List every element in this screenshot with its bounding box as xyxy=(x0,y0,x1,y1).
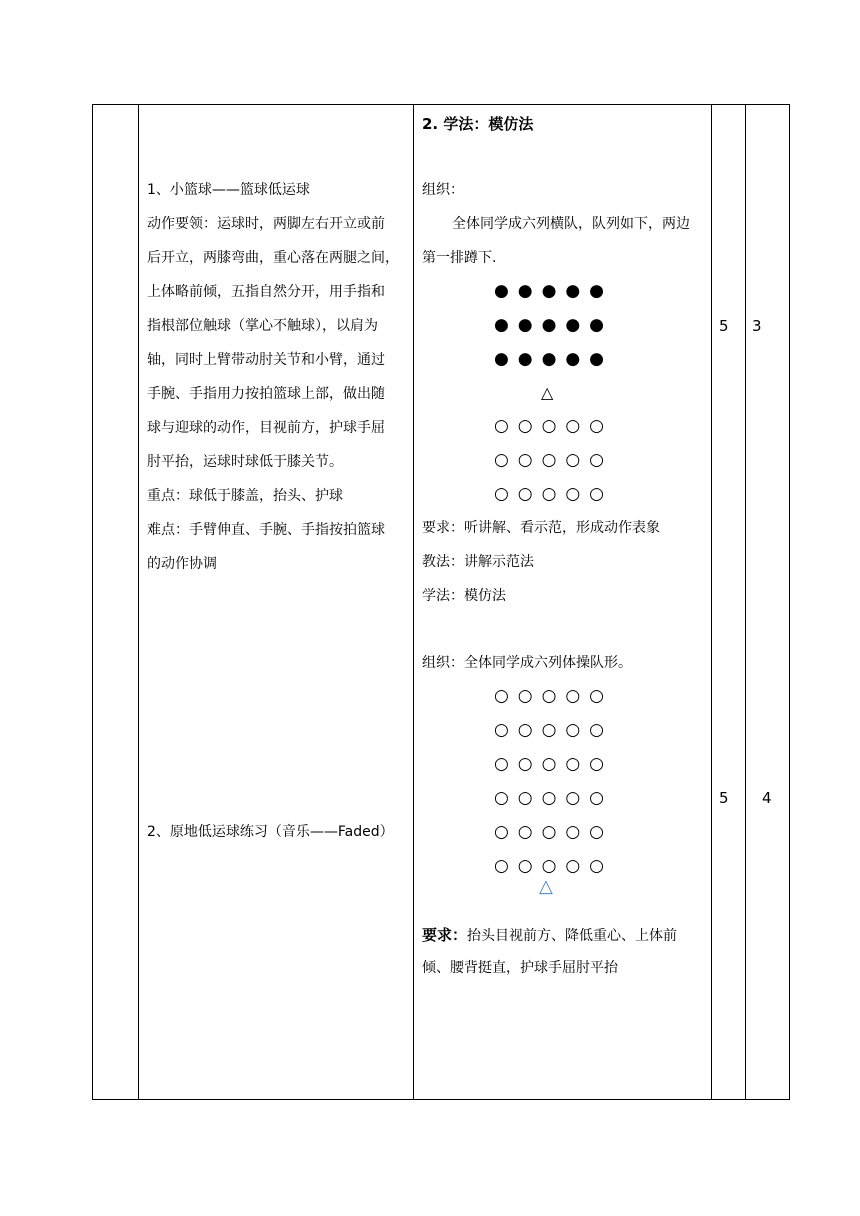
col-a-row-2: 5 xyxy=(719,789,729,807)
student-circle: ○ xyxy=(589,416,604,436)
student-circle: ○ xyxy=(541,822,557,842)
table-divider-3 xyxy=(711,104,712,1100)
table-divider-2 xyxy=(413,104,414,1100)
item1-title: 1、小篮球——篮球低运球 xyxy=(147,182,310,198)
student-circle: ○ xyxy=(565,484,581,504)
student-circle: ○ xyxy=(494,720,509,740)
student-circle: ○ xyxy=(589,822,604,842)
student-circle: ○ xyxy=(541,686,557,706)
student-circle: ○ xyxy=(541,484,557,504)
student-dot: ● xyxy=(517,281,533,301)
student-dot: ● xyxy=(589,315,604,335)
student-dot: ● xyxy=(494,315,509,335)
formation-row-filled-3 xyxy=(494,350,604,368)
organization-2: 组织：全体同学成六列体操队形。 xyxy=(422,655,632,671)
table-divider-1 xyxy=(138,104,139,1100)
student-circle: ○ xyxy=(494,822,509,842)
org-desc-line-2: 第一排蹲下. xyxy=(422,250,497,266)
student-circle: ○ xyxy=(517,450,533,470)
student-circle: ○ xyxy=(565,450,581,470)
student-dot: ● xyxy=(565,315,581,335)
student-circle: ○ xyxy=(589,686,604,706)
student-circle: ○ xyxy=(494,484,509,504)
student-dot: ● xyxy=(565,349,581,369)
teacher-triangle-icon: △ xyxy=(541,383,554,402)
student-dot: ● xyxy=(494,281,509,301)
table-divider-4 xyxy=(745,104,746,1100)
org-desc-line-1: 全体同学成六列横队，队列如下，两边 xyxy=(452,216,690,232)
formation2-row-1 xyxy=(494,687,604,705)
formation2-row-2 xyxy=(494,721,604,739)
formation-row-hollow-2 xyxy=(494,451,604,469)
requirement-2-label: 要求： xyxy=(422,926,468,944)
formation-row-hollow-3 xyxy=(494,485,604,503)
student-circle: ○ xyxy=(494,788,509,808)
item1-line-8: 肘平抬，运球时球低于膝关节。 xyxy=(147,454,343,470)
student-dot: ● xyxy=(589,281,604,301)
key-point: 重点：球低于膝盖，抬头、护球 xyxy=(147,488,343,504)
item1-line-7: 球与迎球的动作，目视前方，护球手屈 xyxy=(147,420,385,436)
student-circle: ○ xyxy=(565,754,581,774)
student-dot: ● xyxy=(494,349,509,369)
requirement-2-text-1: 抬头目视前方、降低重心、上体前 xyxy=(467,928,678,944)
formation-row-filled-2 xyxy=(494,316,604,334)
student-circle: ○ xyxy=(494,416,509,436)
requirement-1: 要求：听讲解、看示范，形成动作表象 xyxy=(422,520,660,536)
student-circle: ○ xyxy=(541,788,557,808)
col-a-row-1: 5 xyxy=(719,317,729,335)
study-method-heading: 2. 学法：模仿法 xyxy=(422,115,534,133)
student-circle: ○ xyxy=(517,720,533,740)
student-circle: ○ xyxy=(494,856,509,876)
item1-line-1: 动作要领：运球时，两脚左右开立或前 xyxy=(147,216,385,232)
student-circle: ○ xyxy=(517,416,533,436)
requirement-2-line-2: 倾、腰背挺直，护球手屈肘平抬 xyxy=(422,960,618,976)
col-b-row-1: 3 xyxy=(752,317,762,335)
student-circle: ○ xyxy=(565,856,581,876)
student-dot: ● xyxy=(517,349,533,369)
student-circle: ○ xyxy=(565,822,581,842)
student-circle: ○ xyxy=(494,450,509,470)
student-circle: ○ xyxy=(589,788,604,808)
student-circle: ○ xyxy=(589,754,604,774)
formation2-row-3 xyxy=(494,755,604,773)
table-border-right xyxy=(789,104,790,1100)
col-b-row-2: 4 xyxy=(762,789,772,807)
formation-row-hollow-1 xyxy=(494,417,604,435)
item2-title: 2、原地低运球练习（音乐——Faded） xyxy=(147,824,394,840)
student-dot: ● xyxy=(541,281,557,301)
item1-line-2: 后开立，两膝弯曲，重心落在两腿之间， xyxy=(147,250,399,266)
student-circle: ○ xyxy=(494,686,509,706)
student-circle: ○ xyxy=(517,856,533,876)
teacher-triangle-blue-icon: △ xyxy=(539,876,553,897)
student-circle: ○ xyxy=(517,754,533,774)
student-circle: ○ xyxy=(565,720,581,740)
formation2-row-4 xyxy=(494,789,604,807)
item1-line-3: 上体略前倾，五指自然分开，用手指和 xyxy=(147,284,385,300)
student-dot: ● xyxy=(589,349,604,369)
student-circle: ○ xyxy=(589,720,604,740)
student-circle: ○ xyxy=(541,754,557,774)
item1-line-4: 指根部位触球（掌心不触球），以肩为 xyxy=(147,318,378,334)
item1-line-5: 轴，同时上臂带动肘关节和小臂，通过 xyxy=(147,352,385,368)
formation2-row-5 xyxy=(494,823,604,841)
difficulty-line-2: 的动作协调 xyxy=(147,556,217,572)
table-border-top xyxy=(92,104,790,105)
student-circle: ○ xyxy=(565,788,581,808)
study-method-1: 学法：模仿法 xyxy=(422,588,506,604)
student-dot: ● xyxy=(565,281,581,301)
student-circle: ○ xyxy=(589,450,604,470)
table-border-left xyxy=(92,104,93,1100)
teaching-method-1: 教法：讲解示范法 xyxy=(422,554,534,570)
student-circle: ○ xyxy=(541,720,557,740)
student-circle: ○ xyxy=(517,788,533,808)
student-circle: ○ xyxy=(517,484,533,504)
student-circle: ○ xyxy=(541,416,557,436)
student-circle: ○ xyxy=(541,450,557,470)
student-circle: ○ xyxy=(517,822,533,842)
table-border-bottom xyxy=(92,1099,790,1100)
student-circle: ○ xyxy=(541,856,557,876)
student-circle: ○ xyxy=(565,416,581,436)
difficulty-line-1: 难点：手臂伸直、手腕、手指按拍篮球 xyxy=(147,522,385,538)
student-dot: ● xyxy=(517,315,533,335)
requirement-2-line-1 xyxy=(422,926,677,945)
student-circle: ○ xyxy=(589,856,604,876)
student-dot: ● xyxy=(541,315,557,335)
student-dot: ● xyxy=(541,349,557,369)
student-circle: ○ xyxy=(565,686,581,706)
item1-line-6: 手腕、手指用力按拍篮球上部，做出随 xyxy=(147,386,385,402)
student-circle: ○ xyxy=(517,686,533,706)
org-label: 组织： xyxy=(422,182,464,198)
student-circle: ○ xyxy=(589,484,604,504)
formation-row-filled-1 xyxy=(494,282,604,300)
student-circle: ○ xyxy=(494,754,509,774)
formation2-row-6 xyxy=(494,857,604,875)
